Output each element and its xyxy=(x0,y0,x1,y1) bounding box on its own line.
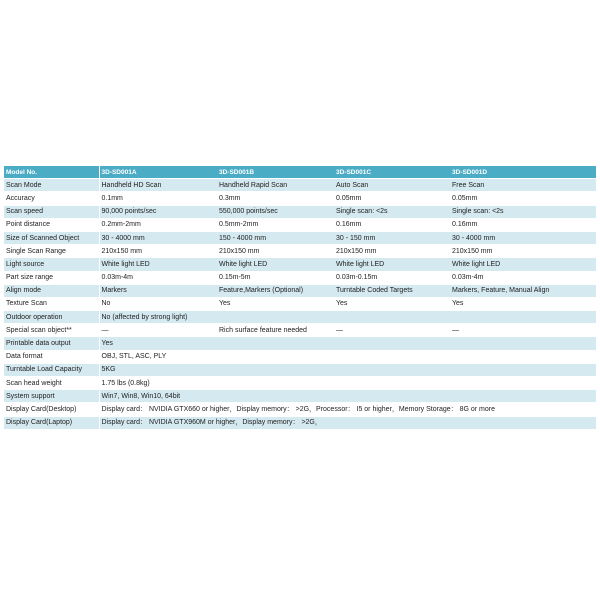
value-cell: 1.75 lbs (0.8kg) xyxy=(99,377,596,390)
value-cell: 90,000 points/sec xyxy=(99,205,217,218)
value-cell: 30 - 4000 mm xyxy=(99,231,217,244)
value-cell: 30 - 4000 mm xyxy=(450,231,596,244)
table-row xyxy=(4,231,596,244)
value-cell: 0.16mm xyxy=(334,218,450,231)
value-cell: Auto Scan xyxy=(334,179,450,192)
value-cell: White light LED xyxy=(450,258,596,271)
table-row xyxy=(4,390,596,403)
row-label-cell: Data format xyxy=(4,350,99,363)
value-cell: Single scan: <2s xyxy=(334,205,450,218)
value-cell: 0.05mm xyxy=(334,192,450,205)
value-cell: 0.03m-0.15m xyxy=(334,271,450,284)
row-label-cell: System support xyxy=(4,390,99,403)
row-label-cell: Display Card(Laptop) xyxy=(4,416,99,429)
row-label-cell: Display Card(Desktop) xyxy=(4,403,99,416)
table-row xyxy=(4,192,596,205)
table-row xyxy=(4,205,596,218)
row-label-cell: Align mode xyxy=(4,284,99,297)
row-label-cell: Texture Scan xyxy=(4,297,99,310)
header-cell: 3D-SD001A xyxy=(99,166,217,179)
value-cell: 210x150 mm xyxy=(99,245,217,258)
row-label-cell: Printable data output xyxy=(4,337,99,350)
value-cell: White light LED xyxy=(334,258,450,271)
spec-table-body xyxy=(4,166,596,430)
table-row xyxy=(4,403,596,416)
value-cell: Feature,Markers (Optional) xyxy=(217,284,334,297)
value-cell: 5KG xyxy=(99,363,596,376)
table-row xyxy=(4,363,596,376)
value-cell: Free Scan xyxy=(450,179,596,192)
value-cell: 210x150 mm xyxy=(217,245,334,258)
row-label-cell: Point distance xyxy=(4,218,99,231)
table-row xyxy=(4,377,596,390)
row-label-cell: Size of Scanned Object xyxy=(4,231,99,244)
row-label-cell: Accuracy xyxy=(4,192,99,205)
value-cell: 0.5mm-2mm xyxy=(217,218,334,231)
row-label-cell: Scan speed xyxy=(4,205,99,218)
value-cell: 0.15m-5m xyxy=(217,271,334,284)
value-cell: 0.3mm xyxy=(217,192,334,205)
value-cell: Handheld Rapid Scan xyxy=(217,179,334,192)
table-row xyxy=(4,350,596,363)
table-row xyxy=(4,218,596,231)
value-cell: Handheld HD Scan xyxy=(99,179,217,192)
value-cell: 150 - 4000 mm xyxy=(217,231,334,244)
table-row xyxy=(4,324,596,337)
value-cell: 30 - 150 mm xyxy=(334,231,450,244)
value-cell: 0.2mm-2mm xyxy=(99,218,217,231)
table-row xyxy=(4,337,596,350)
value-cell: 550,000 points/sec xyxy=(217,205,334,218)
value-cell: 210x150 mm xyxy=(450,245,596,258)
row-label-cell: Scan head weight xyxy=(4,377,99,390)
table-row xyxy=(4,179,596,192)
header-cell: 3D-SD001C xyxy=(334,166,450,179)
row-label-cell: Turntable Load Capacity xyxy=(4,363,99,376)
value-cell: Yes xyxy=(217,297,334,310)
table-row xyxy=(4,271,596,284)
value-cell: — xyxy=(334,324,450,337)
value-cell: 0.03m-4m xyxy=(99,271,217,284)
table-row xyxy=(4,258,596,271)
row-label-cell: Light source xyxy=(4,258,99,271)
header-cell: 3D-SD001B xyxy=(217,166,334,179)
spec-table xyxy=(4,165,596,430)
row-label-cell: Part size range xyxy=(4,271,99,284)
value-cell: Win7, Win8, Win10, 64bit xyxy=(99,390,596,403)
table-row xyxy=(4,297,596,310)
table-header-row xyxy=(4,166,596,179)
value-cell: White light LED xyxy=(217,258,334,271)
row-label-cell: Special scan object** xyxy=(4,324,99,337)
value-cell: 0.1mm xyxy=(99,192,217,205)
value-cell: OBJ, STL, ASC, PLY xyxy=(99,350,596,363)
row-label-cell: Single Scan Range xyxy=(4,245,99,258)
value-cell: Yes xyxy=(450,297,596,310)
table-row xyxy=(4,416,596,429)
header-cell: 3D-SD001D xyxy=(450,166,596,179)
value-cell: Markers xyxy=(99,284,217,297)
table-row xyxy=(4,284,596,297)
value-cell: 0.16mm xyxy=(450,218,596,231)
table-row xyxy=(4,245,596,258)
value-cell: No (affected by strong light) xyxy=(99,311,596,324)
table-row xyxy=(4,311,596,324)
value-cell: 210x150 mm xyxy=(334,245,450,258)
value-cell: Markers, Feature, Manual Align xyxy=(450,284,596,297)
value-cell: Rich surface feature needed xyxy=(217,324,334,337)
value-cell: — xyxy=(450,324,596,337)
value-cell: Display card： NVIDIA GTX960M or higher，Display memory： >2G， xyxy=(99,416,596,429)
row-label-cell: Scan Mode xyxy=(4,179,99,192)
value-cell: No xyxy=(99,297,217,310)
header-cell: Model No. xyxy=(4,166,99,179)
value-cell: — xyxy=(99,324,217,337)
value-cell: Yes xyxy=(334,297,450,310)
value-cell: Turntable Coded Targets xyxy=(334,284,450,297)
value-cell: White light LED xyxy=(99,258,217,271)
value-cell: Display card： NVIDIA GTX660 or higher，Display memory： >2G，Processor： I5 or higher，Memory Storage： 8G or more xyxy=(99,403,596,416)
value-cell: 0.03m-4m xyxy=(450,271,596,284)
value-cell: 0.05mm xyxy=(450,192,596,205)
value-cell: Single scan: <2s xyxy=(450,205,596,218)
row-label-cell: Outdoor operation xyxy=(4,311,99,324)
value-cell: Yes xyxy=(99,337,596,350)
